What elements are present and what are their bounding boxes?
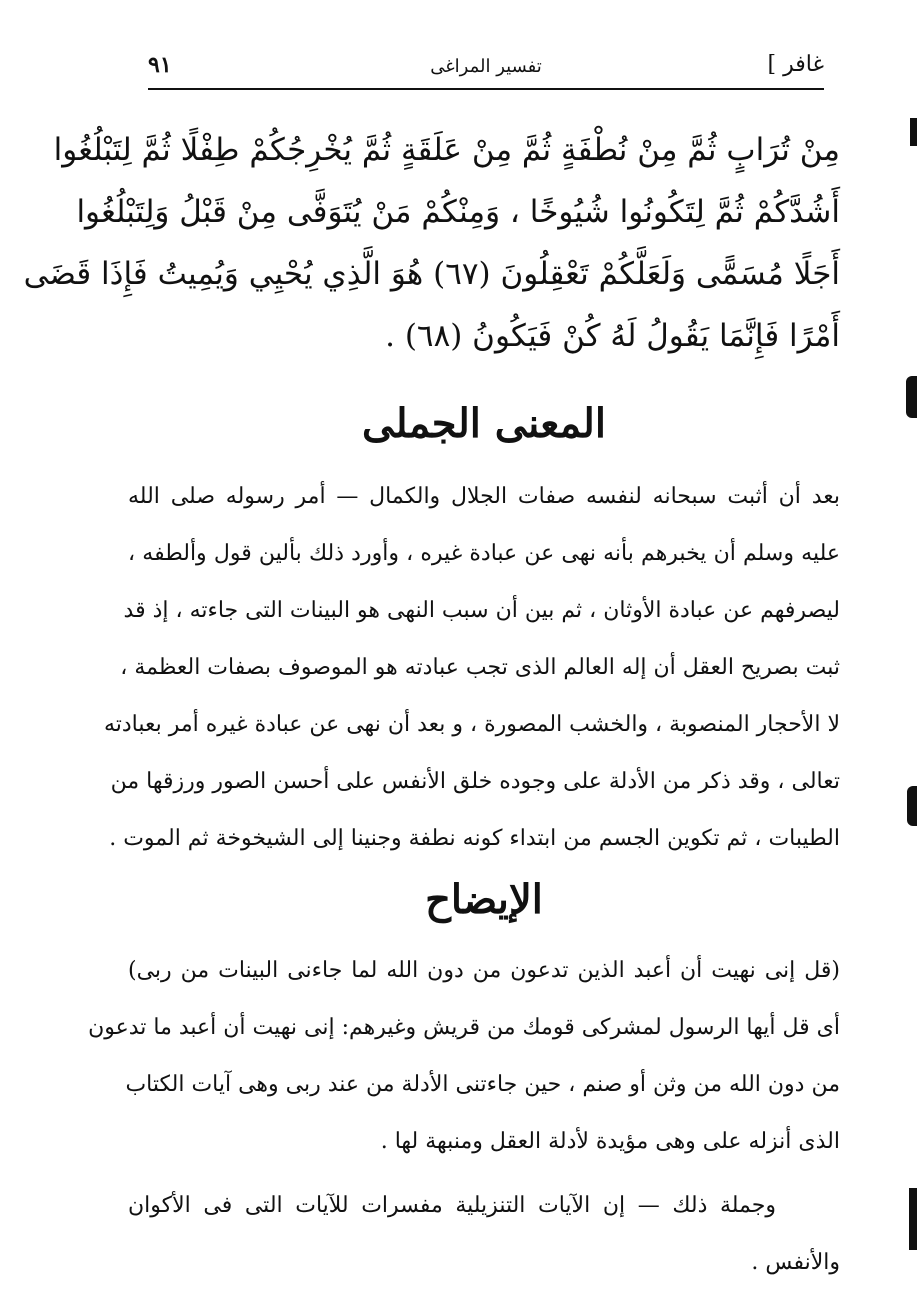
scan-edge-mark bbox=[910, 118, 917, 146]
page-header bbox=[148, 42, 824, 90]
surah-name: غافر ] bbox=[767, 52, 824, 77]
section-heading-explanation: الإيضاح bbox=[425, 876, 543, 923]
paragraph-line: (قل إنى نهيت أن أعبد الذين تدعون من دون الله لما جاءنى البينات من ربى) bbox=[128, 958, 840, 983]
paragraph-line: من دون الله من وثن أو صنم ، حين جاءتنى الأدلة من عند ربى وهى آيات الكتاب bbox=[125, 1072, 840, 1097]
paragraph-line: ليصرفهم عن عبادة الأوثان ، ثم بين أن سبب النهى هو البينات التى جاءته ، إذ قد bbox=[123, 598, 840, 623]
paragraph-line: والأنفس . bbox=[751, 1250, 840, 1275]
book-title: تفسير المراغى bbox=[430, 56, 542, 77]
paragraph-line: بعد أن أثبت سبحانه لنفسه صفات الجلال والكمال — أمر رسوله صلى الله bbox=[128, 484, 840, 509]
scan-edge-mark bbox=[907, 786, 917, 826]
verse-line: مِنْ تُرَابٍ ثُمَّ مِنْ نُطْفَةٍ ثُمَّ مِنْ عَلَقَةٍ ثُمَّ يُخْرِجُكُمْ طِفْلًا ثُمَّ لِتَبْلُغُوا bbox=[53, 132, 840, 168]
verse-line: أَشُدَّكُمْ ثُمَّ لِتَكُونُوا شُيُوخًا ، وَمِنْكُمْ مَنْ يُتَوَفَّى مِنْ قَبْلُ وَلِتَبْلُغُوا bbox=[76, 194, 840, 230]
paragraph-line: الطيبات ، ثم تكوين الجسم من ابتداء كونه نطفة وجنينا إلى الشيخوخة ثم الموت . bbox=[109, 826, 840, 851]
verse-line: أَجَلًا مُسَمًّى وَلَعَلَّكُمْ تَعْقِلُونَ (٦٧) هُوَ الَّذِي يُحْيِي وَيُمِيتُ فَإِذَا قَضَى bbox=[23, 256, 840, 292]
paragraph-line: ثبت بصريح العقل أن إله العالم الذى تجب عبادته هو الموصوف بصفات العظمة ، bbox=[120, 655, 840, 680]
paragraph-line: عليه وسلم أن يخبرهم بأنه نهى عن عبادة غيره ، وأورد ذلك بألين قول وألطفه ، bbox=[128, 541, 840, 566]
paragraph-line: وجملة ذلك — إن الآيات التنزيلية مفسرات للآيات التى فى الأكوان bbox=[128, 1193, 776, 1218]
paragraph-line: لا الأحجار المنصوبة ، والخشب المصورة ، و بعد أن نهى عن عبادة غيره أمر بعبادته bbox=[103, 712, 840, 737]
paragraph-line: تعالى ، وقد ذكر من الأدلة على وجوده خلق الأنفس على أحسن الصور ورزقها من bbox=[110, 769, 840, 794]
verse-line: أَمْرًا فَإِنَّمَا يَقُولُ لَهُ كُنْ فَيَكُونُ (٦٨) . bbox=[385, 318, 840, 354]
paragraph-line: أى قل أيها الرسول لمشركى قومك من قريش وغيرهم: إنى نهيت أن أعبد ما تدعون bbox=[88, 1015, 840, 1040]
page-number: ٩١ bbox=[148, 52, 172, 78]
header-rule bbox=[148, 88, 824, 90]
section-heading-meaning: المعنى الجملى bbox=[362, 400, 606, 447]
scan-edge-mark bbox=[906, 376, 917, 418]
paragraph-line: الذى أنزله على وهى مؤيدة لأدلة العقل ومنبهة لها . bbox=[380, 1129, 840, 1154]
scan-edge-mark bbox=[909, 1188, 917, 1250]
